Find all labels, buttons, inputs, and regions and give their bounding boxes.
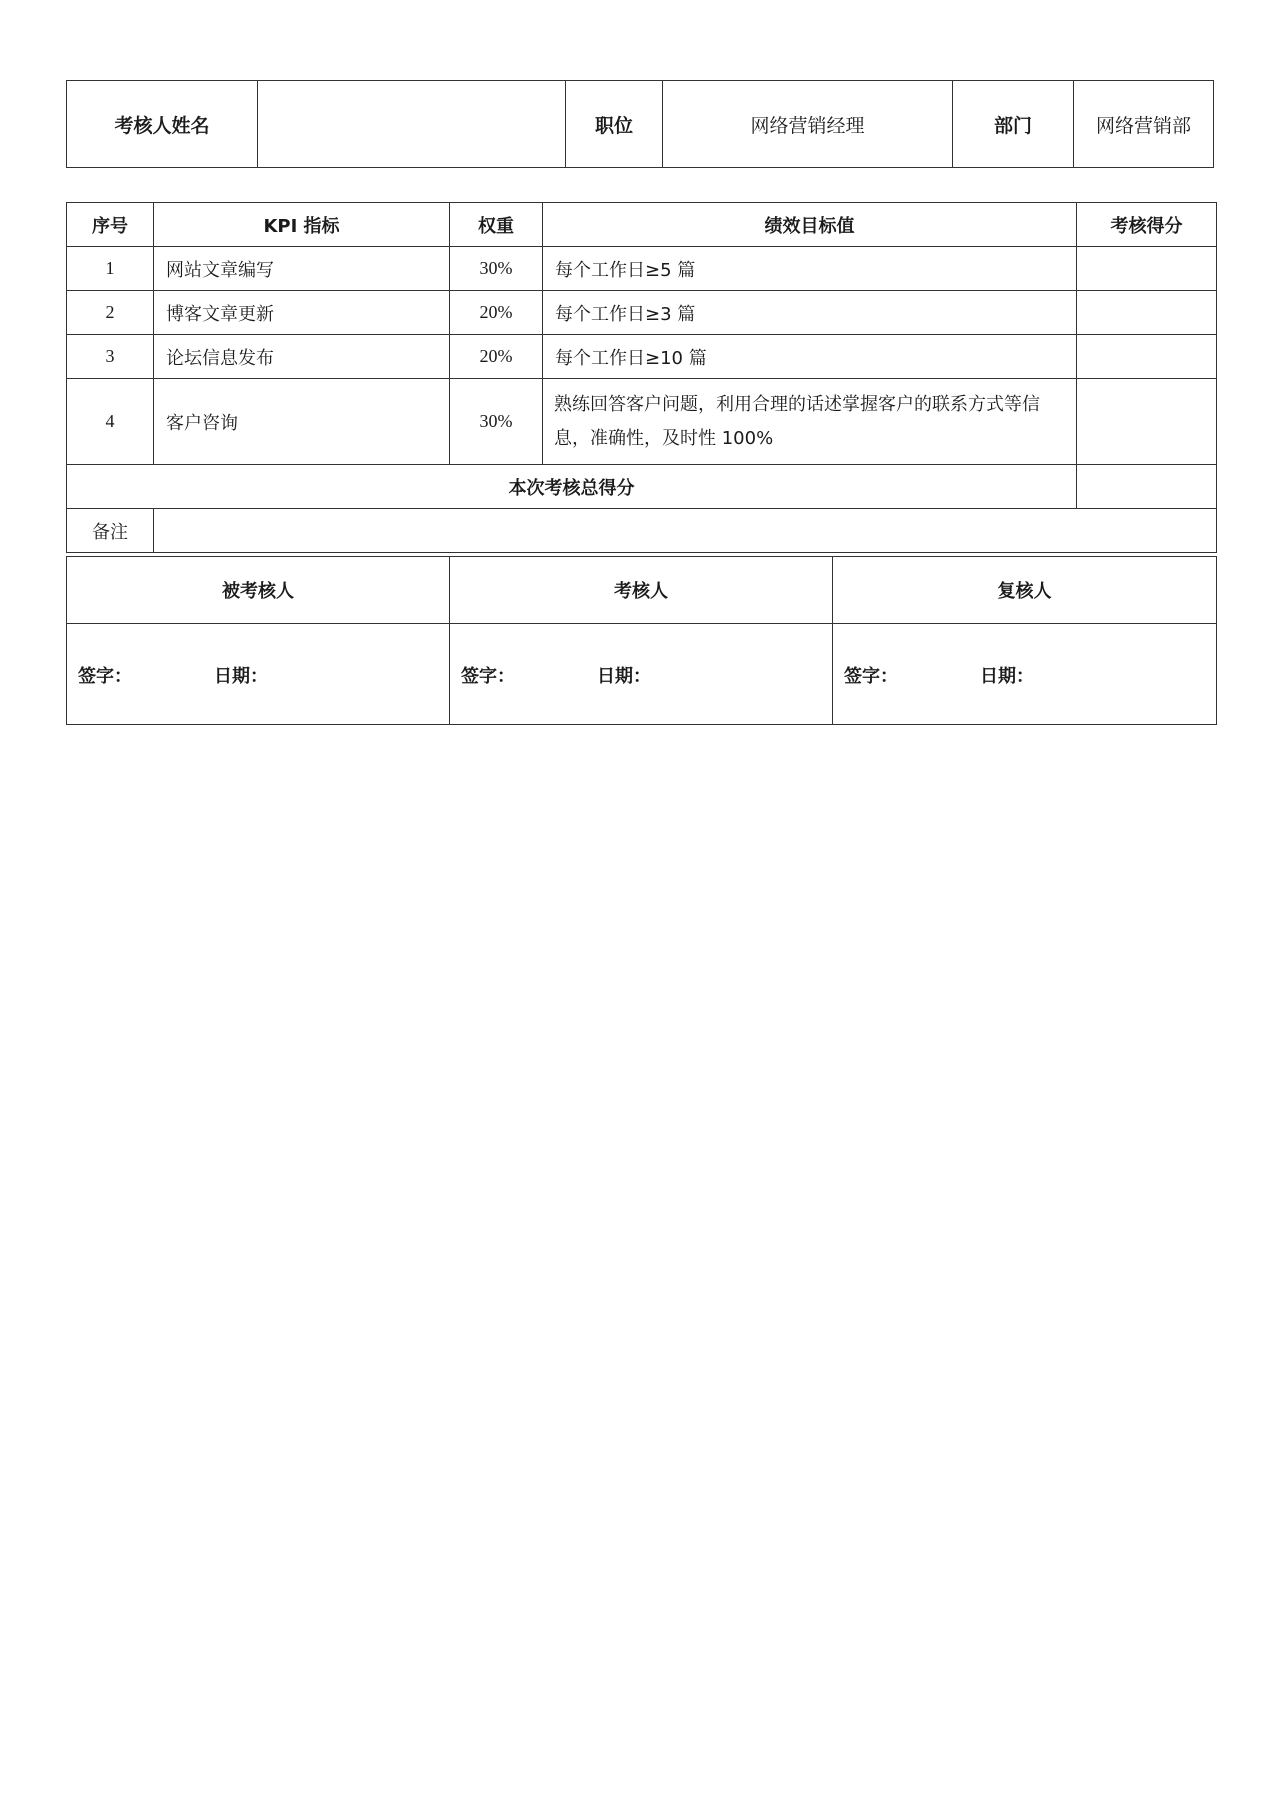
- kpi-indicator: 客户咨询: [154, 379, 450, 465]
- kpi-weight: 20%: [450, 335, 543, 379]
- signature-label: 签字：: [78, 666, 132, 687]
- column-header-no: 序号: [67, 203, 154, 247]
- employee-info-row: [67, 81, 1214, 168]
- remark-row: [67, 509, 1217, 553]
- kpi-target: 每个工作日≥3 篇: [543, 291, 1077, 335]
- employee-info-table: [66, 80, 1214, 168]
- table-row: [67, 335, 1217, 379]
- column-header-weight: 权重: [450, 203, 543, 247]
- table-row: [67, 291, 1217, 335]
- kpi-target: 熟练回答客户问题，利用合理的话述掌握客户的联系方式等信息，准确性，及时性 100%: [543, 379, 1077, 465]
- kpi-weight: 30%: [450, 379, 543, 465]
- signoff-table: [66, 556, 1217, 725]
- column-header-indicator: KPI 指标: [154, 203, 450, 247]
- remark-field[interactable]: [154, 509, 1217, 553]
- reviewer-signature-cell[interactable]: [833, 624, 1217, 725]
- kpi-indicator: 博客文章更新: [154, 291, 450, 335]
- role-assessee: 被考核人: [67, 557, 450, 624]
- kpi-indicator: 网站文章编写: [154, 247, 450, 291]
- total-score-label: 本次考核总得分: [67, 465, 1077, 509]
- date-label: 日期：: [980, 666, 1034, 687]
- signoff-header-row: [67, 557, 1217, 624]
- kpi-score-field[interactable]: [1077, 379, 1217, 465]
- date-label: 日期：: [597, 666, 651, 687]
- total-score-field[interactable]: [1077, 465, 1217, 509]
- kpi-header-row: [67, 203, 1217, 247]
- kpi-score-field[interactable]: [1077, 291, 1217, 335]
- kpi-score-field[interactable]: [1077, 247, 1217, 291]
- role-reviewer: 复核人: [833, 557, 1217, 624]
- total-score-row: [67, 465, 1217, 509]
- table-row: [67, 379, 1217, 465]
- row-number: 2: [67, 291, 154, 335]
- column-header-score: 考核得分: [1077, 203, 1217, 247]
- row-number: 3: [67, 335, 154, 379]
- department-label: 部门: [953, 81, 1074, 168]
- name-value-field[interactable]: [258, 81, 566, 168]
- kpi-weight: 20%: [450, 291, 543, 335]
- column-header-target: 绩效目标值: [543, 203, 1077, 247]
- kpi-score-field[interactable]: [1077, 335, 1217, 379]
- date-label: 日期：: [214, 666, 268, 687]
- signature-label: 签字：: [461, 666, 515, 687]
- kpi-weight: 30%: [450, 247, 543, 291]
- position-label: 职位: [566, 81, 663, 168]
- remark-label: 备注: [67, 509, 154, 553]
- kpi-target: 每个工作日≥10 篇: [543, 335, 1077, 379]
- name-label: 考核人姓名: [67, 81, 258, 168]
- position-value: 网络营销经理: [663, 81, 953, 168]
- kpi-table: [66, 202, 1217, 553]
- assessee-signature-cell[interactable]: [67, 624, 450, 725]
- row-number: 4: [67, 379, 154, 465]
- kpi-indicator: 论坛信息发布: [154, 335, 450, 379]
- assessor-signature-cell[interactable]: [450, 624, 833, 725]
- signoff-body-row: [67, 624, 1217, 725]
- kpi-target: 每个工作日≥5 篇: [543, 247, 1077, 291]
- signature-label: 签字：: [844, 666, 898, 687]
- row-number: 1: [67, 247, 154, 291]
- role-assessor: 考核人: [450, 557, 833, 624]
- department-value: 网络营销部: [1074, 81, 1214, 168]
- table-row: [67, 247, 1217, 291]
